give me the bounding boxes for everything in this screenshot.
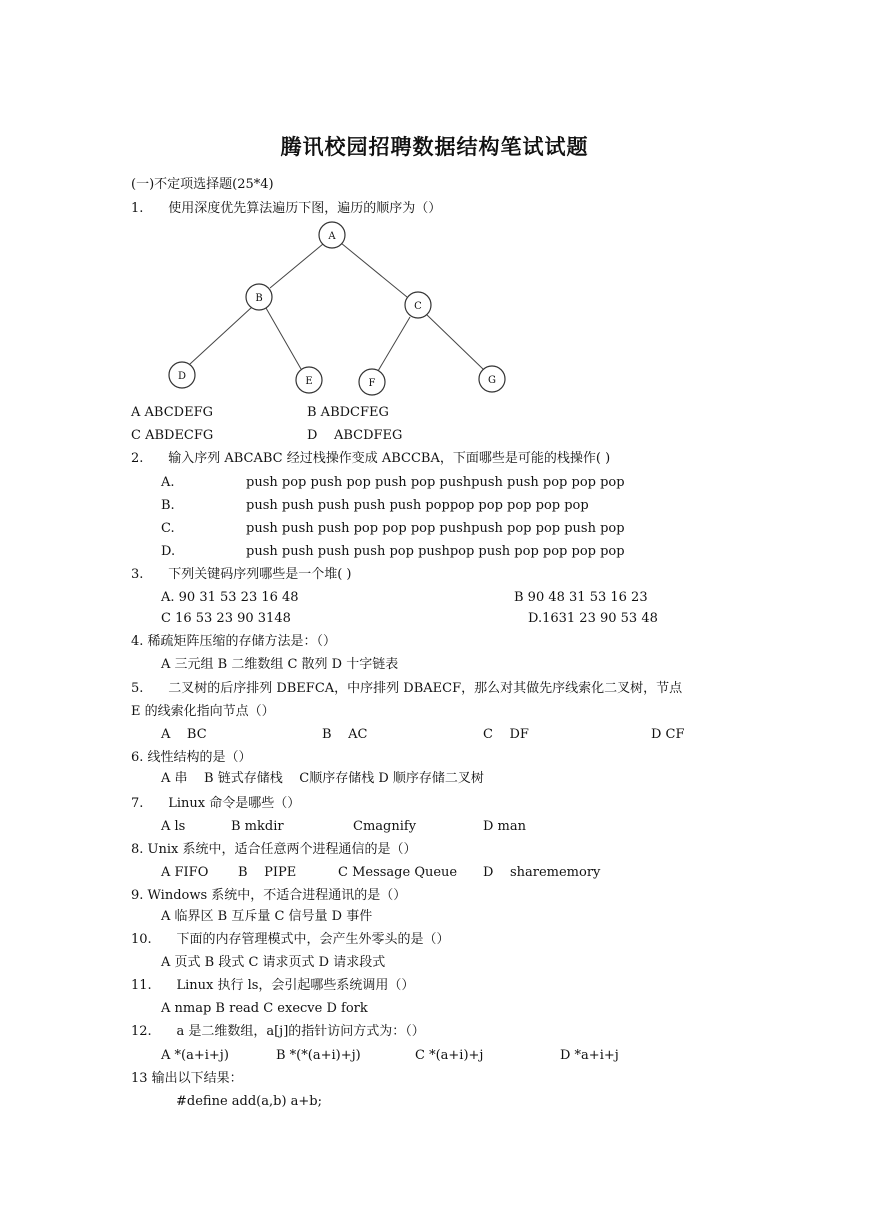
q4-options: A 三元组 B 二维数组 C 散列 D 十字链表: [161, 657, 399, 672]
node-b: [246, 284, 272, 310]
q1-option-c: C ABDECFG: [131, 428, 214, 443]
edge-c-f: [378, 317, 410, 371]
node-a: [319, 222, 345, 248]
q7-option-a: A ls: [161, 819, 186, 834]
edge-b-e: [266, 308, 301, 369]
q2-option-d-label: D.: [161, 544, 176, 559]
q1-option-b: B ABDCFEG: [307, 405, 389, 420]
question-7: 7. Linux 命令是哪些（）: [131, 796, 301, 811]
q10-options: A 页式 B 段式 C 请求页式 D 请求段式: [161, 955, 386, 970]
q5-option-c: C DF: [483, 727, 529, 742]
q2-option-b: push push push push push poppop pop pop pop pop: [246, 498, 589, 513]
q2-option-b-label: B.: [161, 498, 175, 513]
node-f: [359, 369, 385, 395]
q12-option-b: B *(*(a+i)+j): [276, 1048, 361, 1063]
q5-option-d: D CF: [651, 727, 685, 742]
q3-option-d: D.1631 23 90 53 48: [528, 611, 658, 626]
q7-option-b: B mkdir: [231, 819, 284, 834]
question-2: 2. 输入序列 ABCABC 经过栈操作变成 ABCCBA，下面哪些是可能的栈操作( ): [131, 451, 611, 466]
q7-option-d: D man: [483, 819, 527, 834]
svg-text:F: F: [368, 378, 376, 389]
edge-a-c: [341, 243, 407, 297]
q2-option-a-label: A.: [161, 475, 175, 490]
question-5-line-1: 5. 二叉树的后序排列 DBEFCA，中序排列 DBAECF，那么对其做先序线索化二叉树，节点: [131, 681, 683, 696]
svg-text:E: E: [305, 376, 313, 387]
node-c: [405, 292, 431, 318]
section-heading: (一)不定项选择题(25*4): [131, 177, 274, 192]
question-9: 9. Windows 系统中，不适合进程通讯的是（）: [131, 888, 407, 903]
q1-option-a: A ABCDEFG: [131, 405, 213, 420]
q8-option-b: B PIPE: [238, 865, 297, 880]
edge-b-d: [190, 307, 252, 364]
node-d: [169, 362, 195, 388]
svg-text:G: G: [488, 375, 496, 386]
q8-option-d: D sharememory: [483, 865, 601, 880]
q9-options: A 临界区 B 互斥量 C 信号量 D 事件: [161, 909, 373, 924]
edge-a-b: [270, 244, 323, 288]
question-11: 11. Linux 执行 ls，会引起哪些系统调用（）: [131, 978, 415, 993]
q12-option-d: D *a+i+j: [560, 1048, 619, 1063]
q1-option-d: D ABCDFEG: [307, 428, 403, 443]
question-6: 6. 线性结构的是（）: [131, 750, 252, 765]
q8-option-c: C Message Queue: [338, 865, 458, 880]
question-3: 3. 下列关键码序列哪些是一个堆( ): [131, 567, 352, 582]
q13-code-line: #define add(a,b) a+b;: [176, 1094, 322, 1109]
question-8: 8. Unix 系统中，适合任意两个进程通信的是（）: [131, 842, 417, 857]
q7-option-c: Cmagnify: [353, 819, 417, 834]
q3-option-b: B 90 48 31 53 16 23: [514, 590, 648, 605]
q2-option-c-label: C.: [161, 521, 175, 536]
q2-option-c: push push push pop pop pop pushpush pop pop push pop: [246, 521, 625, 536]
question-4: 4. 稀疏矩阵压缩的存储方法是：（）: [131, 634, 337, 649]
q5-option-a: A BC: [161, 727, 207, 742]
q11-options: A nmap B read C execve D fork: [161, 1001, 368, 1016]
question-13: 13 输出以下结果：: [131, 1071, 243, 1086]
q5-option-b: B AC: [322, 727, 368, 742]
svg-text:B: B: [255, 293, 263, 304]
question-1: 1. 使用深度优先算法遍历下图，遍历的顺序为（）: [131, 201, 442, 216]
q12-option-c: C *(a+i)+j: [415, 1048, 484, 1063]
node-e: [296, 367, 322, 393]
svg-text:C: C: [414, 301, 422, 312]
question-10: 10. 下面的内存管理模式中，会产生外零头的是（）: [131, 932, 450, 947]
q12-option-a: A *(a+i+j): [161, 1048, 229, 1063]
q2-option-d: push push push push pop pushpop push pop pop pop pop: [246, 544, 625, 559]
q2-option-a: push pop push pop push pop pushpush push pop pop pop: [246, 475, 625, 490]
svg-text:D: D: [177, 371, 187, 382]
q8-option-a: A FIFO: [161, 865, 209, 880]
edge-c-g: [426, 314, 484, 370]
node-g: [479, 366, 505, 392]
q3-option-c: C 16 53 23 90 3148: [161, 611, 291, 626]
svg-text:A: A: [328, 231, 336, 242]
question-12: 12. a 是二维数组，a[j]的指针访问方式为：（）: [131, 1024, 425, 1039]
document-title: 腾讯校园招聘数据结构笔试试题: [280, 135, 589, 159]
q6-options: A 串 B 链式存储栈 C顺序存储栈 D 顺序存储二叉树: [161, 771, 484, 786]
question-5-line-2: E 的线索化指向节点（）: [131, 704, 275, 719]
q3-option-a: A. 90 31 53 23 16 48: [161, 590, 299, 605]
